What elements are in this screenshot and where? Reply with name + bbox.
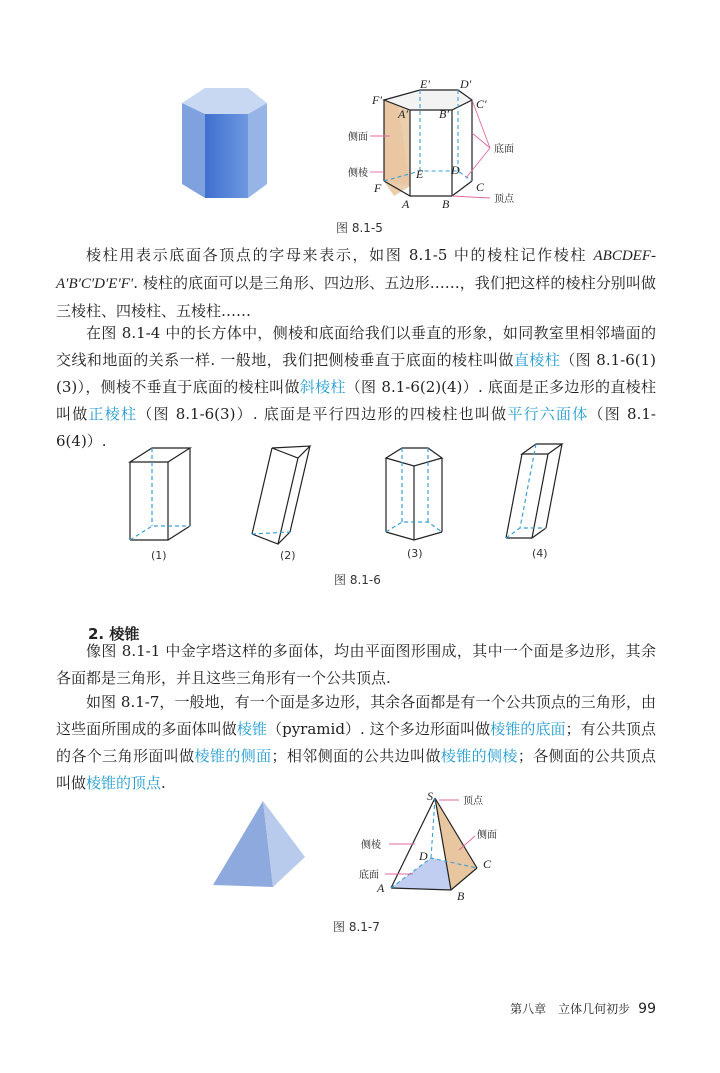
figure-caption-8-1-5: 图 8.1-5	[336, 221, 383, 235]
label-B: B	[457, 889, 465, 903]
callout-side-face: 侧面	[477, 830, 497, 841]
callout-side-face: 侧面	[348, 132, 368, 143]
callout-vertex: 顶点	[494, 194, 514, 205]
paragraph-prism-notation	[56, 242, 656, 325]
p2-text-5: （图 8.1-6(4)）.	[56, 405, 656, 450]
p1-math-1: ABCDEF-	[593, 248, 656, 264]
label-E: E	[416, 167, 424, 181]
term-parallelepiped: 平行六面体	[507, 405, 589, 423]
paragraph-pyramid-intro: 像图 8.1-1 中金字塔这样的多面体，均由平面图形围成，其中一个面是多边形，其余各面都是三角形，并且这些三角形有一个公共顶点.	[56, 642, 656, 687]
label-B: B	[442, 197, 450, 211]
pyramid-labeled-diagram	[355, 788, 515, 906]
label-A-prime: A′	[398, 107, 408, 121]
p1-text-2: . 棱柱的底面可以是三角形、四边形、五边形……，我们把这样的棱柱分别叫做三棱柱、四棱柱、五棱柱……	[56, 274, 656, 320]
oblique-parallelepiped	[506, 444, 562, 538]
paragraph-pyramid-definition	[56, 689, 656, 797]
p4-text-5: ；各侧面的公共顶点叫做	[56, 747, 656, 792]
chapter-title: 第八章 立体几何初步	[510, 1002, 631, 1016]
label-A: A	[377, 881, 385, 895]
term-oblique-prism: 斜棱柱	[299, 378, 346, 396]
section-heading-pyramid: 2. 棱锥	[88, 625, 140, 643]
callout-lateral-edge: 侧棱	[361, 840, 381, 851]
figure-caption-8-1-6: 图 8.1-6	[334, 573, 381, 587]
p2-text-2: （图 8.1-6(1)(3)），侧棱不垂直于底面的棱柱叫做	[56, 351, 656, 396]
p4-text-2: （pyramid）. 这个多边形面叫做	[267, 720, 491, 738]
fig-sub-label-1: (1)	[151, 549, 167, 562]
page-footer	[510, 1000, 656, 1017]
oblique-triangular-prism	[252, 446, 310, 544]
right-pentagonal-prism	[386, 448, 442, 540]
fig-sub-label-3: (3)	[407, 547, 423, 560]
label-D: D	[419, 849, 428, 863]
term-pyramid-side-face: 棱锥的侧面	[194, 747, 272, 765]
label-D-prime: D′	[460, 78, 472, 91]
right-square-prism	[130, 448, 190, 540]
term-pyramid-lateral-edge: 棱锥的侧棱	[440, 747, 518, 765]
page-number: 99	[638, 1001, 656, 1017]
paragraph-right-oblique-prism	[56, 320, 656, 455]
label-E-prime: E′	[420, 78, 430, 91]
term-pyramid-base: 棱锥的底面	[490, 720, 566, 738]
p2-text-3: （图 8.1-6(2)(4)）. 底面是正多边形的直棱柱叫做	[56, 378, 656, 423]
term-pyramid: 棱锥	[236, 720, 268, 738]
p2-text-4: （图 8.1-6(3)）. 底面是平行四边形的四棱柱也叫做	[137, 405, 508, 423]
label-C: C	[483, 857, 492, 871]
term-right-prism: 直棱柱	[513, 351, 561, 369]
label-A: A	[402, 197, 410, 211]
p1-math-2: A′B′C′D′E′F′	[56, 276, 134, 292]
callout-base: 底面	[494, 144, 514, 155]
prism-type-diagrams	[110, 440, 610, 550]
callout-base: 底面	[359, 870, 379, 881]
fig-sub-label-4: (4)	[532, 547, 548, 560]
label-F-prime: F′	[372, 93, 382, 107]
p4-text-4: ；相邻侧面的公共边叫做	[271, 747, 441, 765]
label-D: D	[451, 163, 460, 177]
callout-apex: 顶点	[463, 796, 483, 807]
label-C-prime: C′	[476, 97, 487, 111]
label-B-prime: B′	[439, 107, 449, 121]
p2-text-1: 在图 8.1-4 中的长方体中，侧棱和底面给我们以垂直的形象，如同教室里相邻墙面的交线和地面的关系一样. 一般地，我们把侧棱垂直于底面的棱柱叫做	[56, 324, 656, 369]
label-F: F	[374, 181, 382, 195]
label-S: S	[427, 789, 433, 803]
callout-lateral-edge: 侧棱	[348, 168, 368, 179]
pyramid-shaded-illustration	[205, 795, 315, 890]
hexagonal-prism-shaded-illustration	[170, 78, 280, 208]
p4-text-3: ；有公共顶点的各个三角形面叫做	[56, 720, 656, 765]
term-pyramid-apex: 棱锥的顶点	[86, 774, 162, 792]
p1-text-1: 棱柱用表示底面各顶点的字母来表示，如图 8.1-5 中的棱柱记作棱柱	[86, 246, 594, 264]
term-regular-prism: 正棱柱	[88, 405, 138, 423]
label-C: C	[476, 180, 485, 194]
fig-sub-label-2: (2)	[280, 549, 296, 562]
p4-text-1: 如图 8.1-7，一般地，有一个面是多边形，其余各面都是有一个公共顶点的三角形，由这些面所围成的多面体叫做	[56, 693, 656, 738]
hexagonal-prism-labeled-diagram	[348, 78, 528, 213]
figure-caption-8-1-7: 图 8.1-7	[333, 920, 380, 934]
p4-text-6: .	[161, 774, 166, 792]
